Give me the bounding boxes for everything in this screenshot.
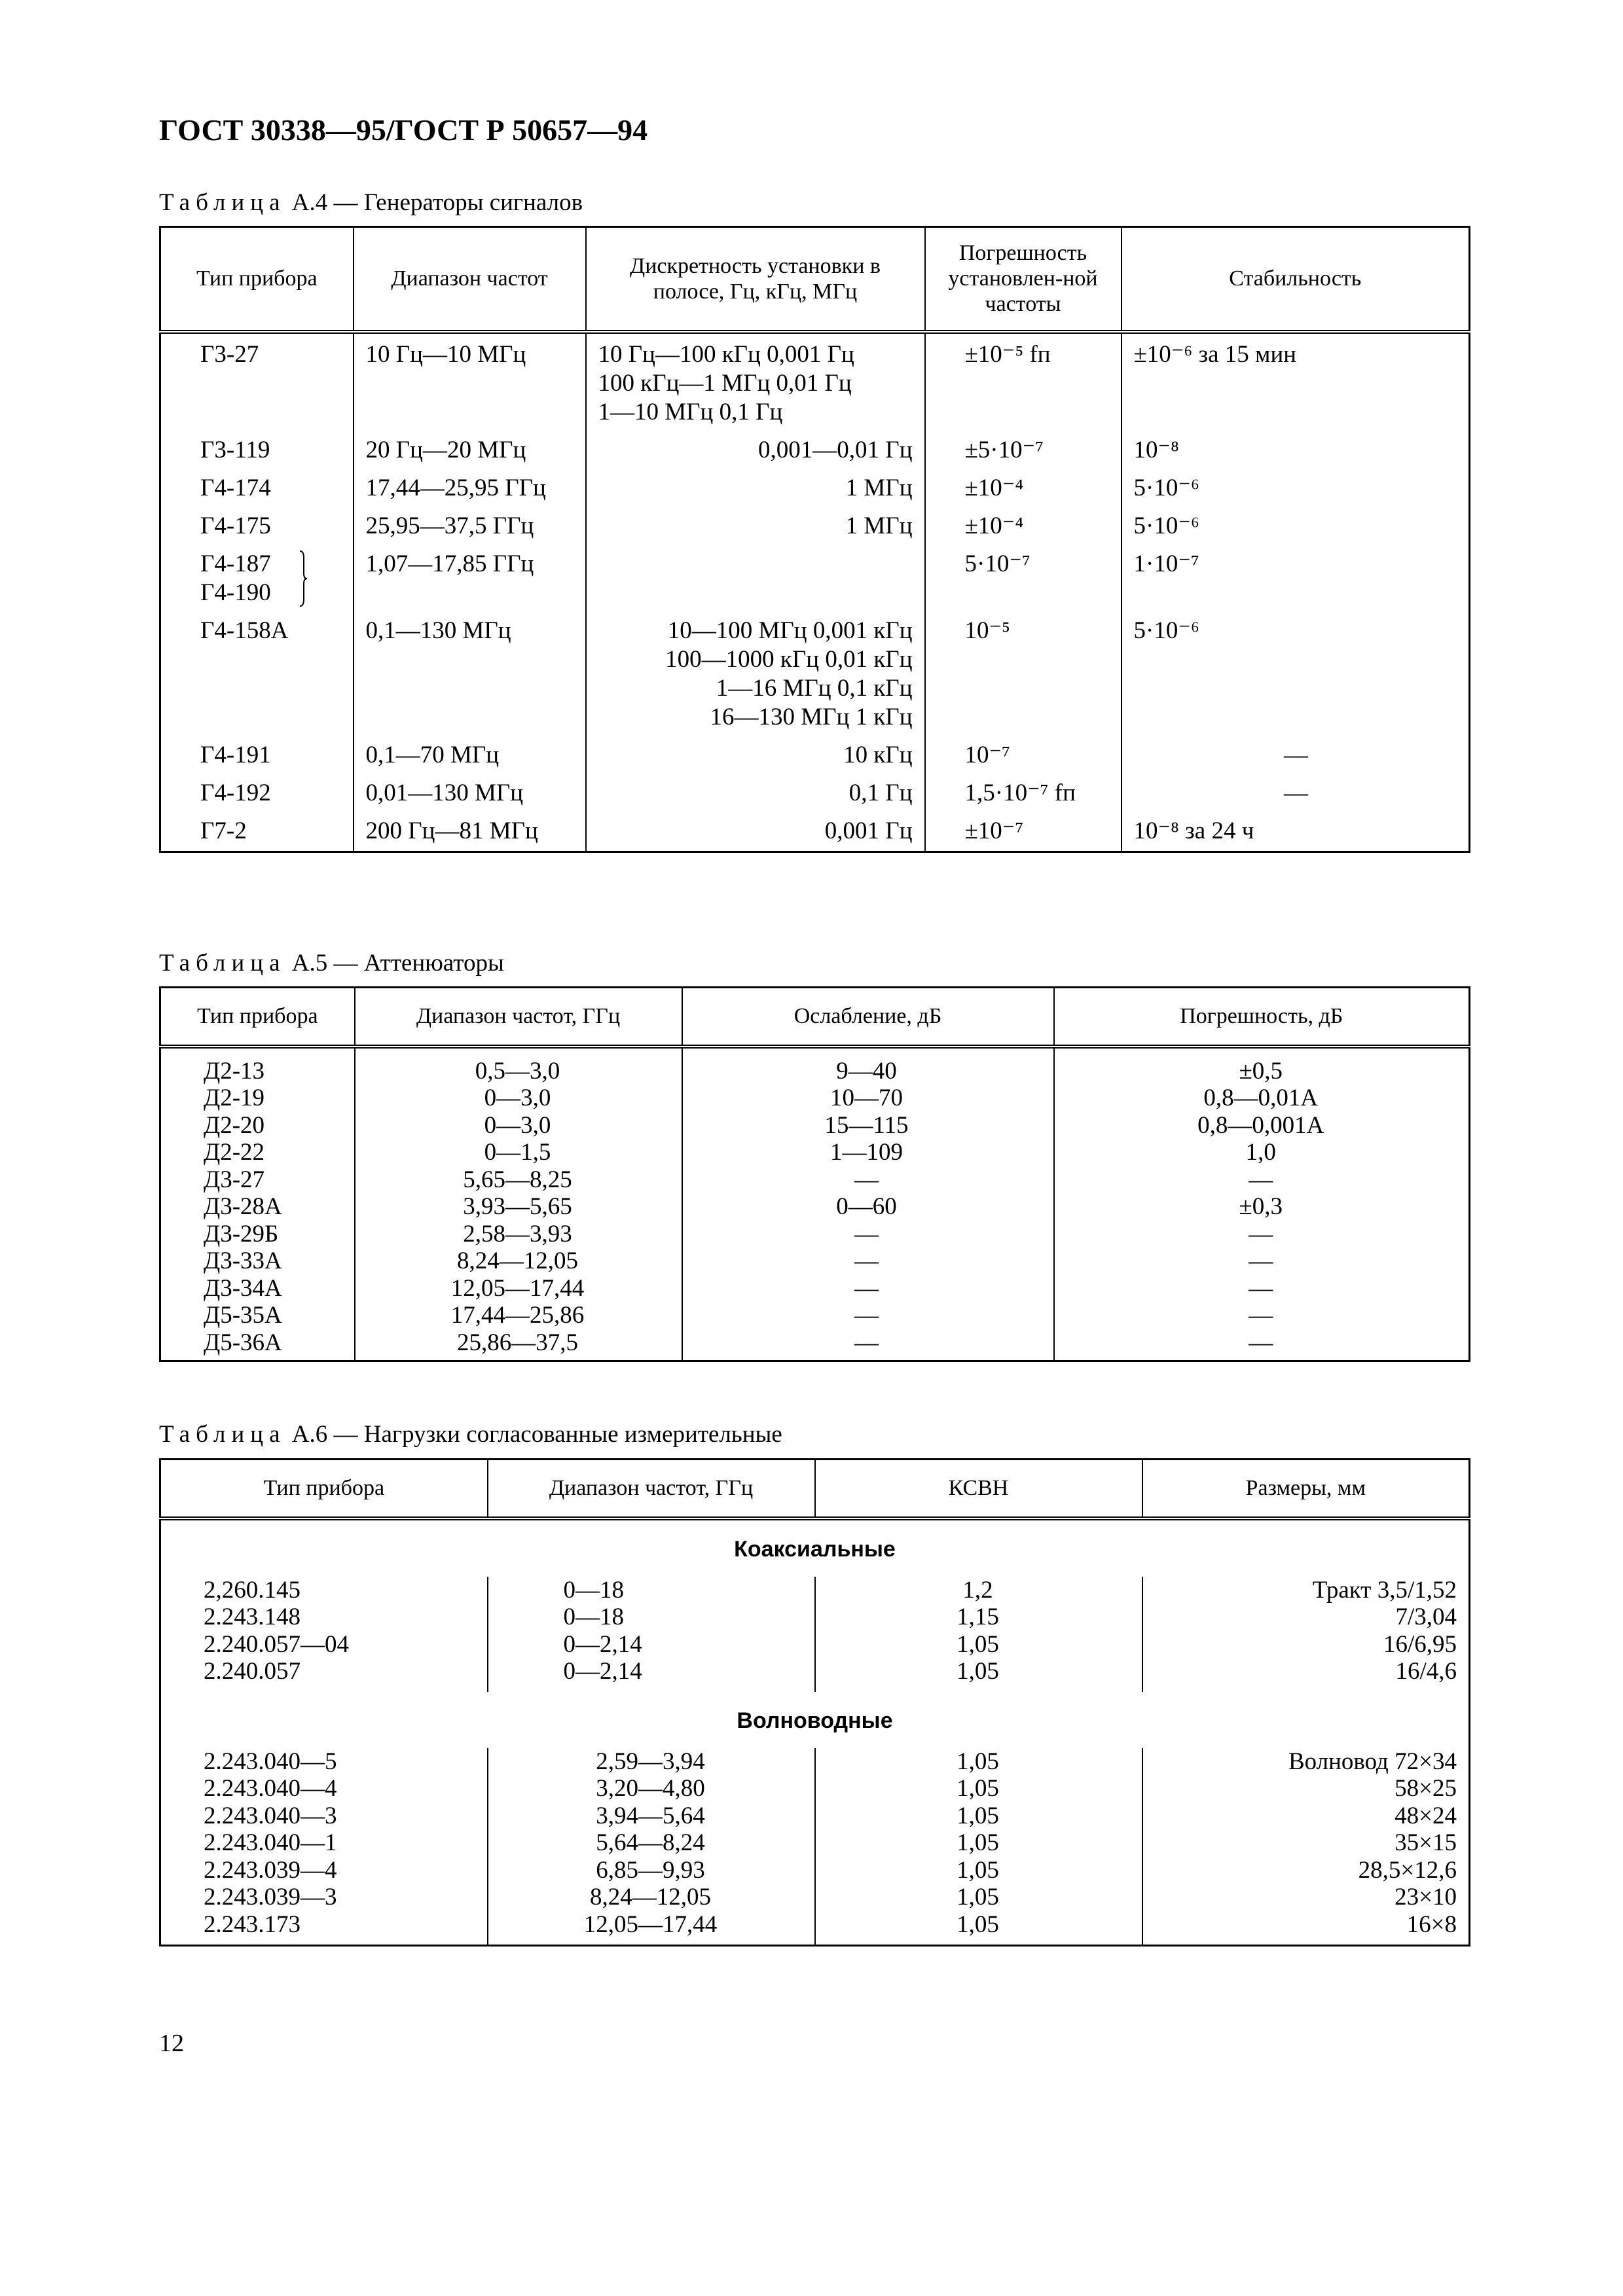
frequency-range-cell: 17,44—25,95 ГГц — [354, 465, 586, 503]
frequency-range-cell: 200 Гц—81 МГц — [354, 808, 586, 852]
device-type-cell — [160, 607, 354, 732]
table-row — [160, 465, 1470, 503]
stability-cell: 1·10⁻⁷ — [1122, 541, 1470, 607]
device-type: Г3-27 — [200, 340, 259, 368]
error-cell: — — [1054, 1275, 1470, 1302]
table-header-row — [160, 227, 1470, 332]
frequency-range-cell: 10 Гц—10 МГц — [354, 332, 586, 427]
table-row — [160, 1193, 1470, 1221]
error-cell: ±10⁻⁴ — [925, 465, 1122, 503]
vswr-cell: 1,05 — [815, 1884, 1142, 1911]
stability-cell: 10⁻⁸ за 24 ч — [1122, 808, 1470, 852]
device-type-cell: Д2-22 — [160, 1139, 355, 1166]
frequency-range-cell: 0,1—70 МГц — [354, 732, 586, 770]
device-type-cell — [160, 465, 354, 503]
step-line: 1 МГц — [845, 474, 913, 501]
table-row — [160, 1884, 1470, 1911]
vswr-cell: 1,15 — [815, 1604, 1142, 1631]
error-cell: — — [1054, 1302, 1470, 1329]
header-cell: Диапазон частот — [354, 227, 586, 332]
device-type-cell: Д2-20 — [160, 1112, 355, 1139]
section-row — [160, 1518, 1470, 1577]
attenuation-cell: 10—70 — [682, 1085, 1054, 1112]
caption-word: Таблица — [159, 950, 286, 977]
caption-word: Таблица — [159, 189, 286, 216]
device-type-cell: Д3-33А — [160, 1247, 355, 1275]
device-type-cell — [160, 503, 354, 541]
table-row — [160, 427, 1470, 465]
device-type-cell: 2.240.057 — [160, 1658, 488, 1692]
caption-text: А.5 — Аттенюаторы — [291, 950, 504, 977]
device-type-cell: 2.240.057—04 — [160, 1631, 488, 1659]
step-cell — [586, 427, 925, 465]
error-cell: ±0,5 — [1054, 1047, 1470, 1085]
header-cell: Тип прибора — [160, 227, 354, 332]
error-cell: 5·10⁻⁷ — [925, 541, 1122, 607]
table-a6-caption — [159, 1420, 782, 1448]
frequency-range-cell: 8,24—12,05 — [488, 1884, 815, 1911]
table-row — [160, 1631, 1470, 1659]
caption-text: А.6 — Нагрузки согласованные измерительные — [291, 1421, 782, 1448]
stability-cell: — — [1122, 770, 1470, 808]
table-row — [160, 1275, 1470, 1302]
frequency-range-cell: 0—18 — [488, 1577, 815, 1604]
table-row — [160, 1247, 1470, 1275]
step-line: 1—16 МГц 0,1 кГц — [716, 674, 913, 702]
table-row — [160, 1112, 1470, 1139]
error-cell: 1,5·10⁻⁷ fп — [925, 770, 1122, 808]
table-row — [160, 808, 1470, 852]
caption-word: Таблица — [159, 1421, 286, 1448]
step-cell — [586, 332, 925, 427]
header-cell: Диапазон частот, ГГц — [355, 988, 682, 1047]
table-row — [160, 770, 1470, 808]
section-row — [160, 1692, 1470, 1748]
step-cell — [586, 607, 925, 732]
vswr-cell: 1,05 — [815, 1911, 1142, 1946]
device-type-cell: Д3-28А — [160, 1193, 355, 1221]
error-cell: — — [1054, 1329, 1470, 1361]
error-cell: ±10⁻⁷ — [925, 808, 1122, 852]
device-type-cell: 2.243.039—3 — [160, 1884, 488, 1911]
frequency-range-cell: 25,95—37,5 ГГц — [354, 503, 586, 541]
frequency-range-cell: 17,44—25,86 — [355, 1302, 682, 1329]
device-type-cell — [160, 732, 354, 770]
dimensions-cell: 16×8 — [1142, 1911, 1470, 1946]
error-cell: — — [1054, 1221, 1470, 1248]
table-header-row — [160, 1460, 1470, 1518]
header-cell: Тип прибора — [160, 988, 355, 1047]
frequency-range-cell: 5,64—8,24 — [488, 1829, 815, 1857]
header-cell: Погрешность установлен-ной частоты — [925, 227, 1122, 332]
device-type-cell: 2.243.040—1 — [160, 1829, 488, 1857]
dimensions-cell: 23×10 — [1142, 1884, 1470, 1911]
error-cell: ±5·10⁻⁷ — [925, 427, 1122, 465]
step-line: 1 МГц — [845, 512, 913, 539]
table-a5-caption — [159, 949, 504, 977]
table-row — [160, 1775, 1470, 1803]
table-row — [160, 1604, 1470, 1631]
device-type: Г4-175 — [200, 512, 271, 539]
table-a5 — [159, 986, 1470, 1362]
frequency-range-cell: 20 Гц—20 МГц — [354, 427, 586, 465]
error-cell: 0,8—0,001А — [1054, 1112, 1470, 1139]
step-line: 16—130 МГц 1 кГц — [710, 703, 913, 730]
attenuation-cell: — — [682, 1166, 1054, 1194]
step-cell — [586, 541, 925, 607]
table-row — [160, 541, 1470, 607]
frequency-range-cell: 25,86—37,5 — [355, 1329, 682, 1361]
dimensions-cell: 7/3,04 — [1142, 1604, 1470, 1631]
table-row — [160, 503, 1470, 541]
dimensions-cell: 35×15 — [1142, 1829, 1470, 1857]
table-row — [160, 332, 1470, 427]
vswr-cell: 1,05 — [815, 1803, 1142, 1830]
frequency-range-cell: 6,85—9,93 — [488, 1857, 815, 1884]
device-type: Г4-187 — [200, 550, 271, 577]
stability-cell: 5·10⁻⁶ — [1122, 465, 1470, 503]
vswr-cell: 1,05 — [815, 1748, 1142, 1776]
dimensions-cell: 16/4,6 — [1142, 1658, 1470, 1692]
error-cell: ±0,3 — [1054, 1193, 1470, 1221]
dimensions-cell: Тракт 3,5/1,52 — [1142, 1577, 1470, 1604]
attenuation-cell: 9—40 — [682, 1047, 1054, 1085]
dimensions-cell: Волновод 72×34 — [1142, 1748, 1470, 1776]
frequency-range-cell: 0—3,0 — [355, 1112, 682, 1139]
step-cell — [586, 465, 925, 503]
step-cell — [586, 503, 925, 541]
error-cell: 10⁻⁵ — [925, 607, 1122, 732]
dimensions-cell: 58×25 — [1142, 1775, 1470, 1803]
device-type-cell: 2.243.040—4 — [160, 1775, 488, 1803]
error-cell: 10⁻⁷ — [925, 732, 1122, 770]
frequency-range-cell: 12,05—17,44 — [355, 1275, 682, 1302]
device-type-cell: 2.243.173 — [160, 1911, 488, 1946]
step-cell — [586, 770, 925, 808]
section-title: Волноводные — [737, 1708, 893, 1733]
error-cell: 0,8—0,01А — [1054, 1085, 1470, 1112]
vswr-cell: 1,2 — [815, 1577, 1142, 1604]
stability-cell: 10⁻⁸ — [1122, 427, 1470, 465]
table-row — [160, 1329, 1470, 1361]
device-type-cell: 2.243.040—3 — [160, 1803, 488, 1830]
table-a4-caption — [159, 188, 583, 217]
header-cell: Диапазон частот, ГГц — [488, 1460, 815, 1518]
table-header-row — [160, 988, 1470, 1047]
step-line: 100—1000 кГц 0,01 кГц — [665, 645, 913, 673]
frequency-range-cell: 8,24—12,05 — [355, 1247, 682, 1275]
attenuation-cell: — — [682, 1247, 1054, 1275]
vswr-cell: 1,05 — [815, 1829, 1142, 1857]
step-line: 100 кГц—1 МГц 0,01 Гц — [598, 369, 852, 397]
device-type: Г7-2 — [200, 817, 247, 844]
frequency-range-cell: 0—18 — [488, 1604, 815, 1631]
table-row — [160, 1047, 1470, 1085]
device-type-cell — [160, 427, 354, 465]
table-row — [160, 1829, 1470, 1857]
table-row — [160, 1302, 1470, 1329]
attenuation-cell: — — [682, 1329, 1054, 1361]
attenuation-cell: — — [682, 1275, 1054, 1302]
table-row — [160, 1803, 1470, 1830]
device-type-cell: Д2-19 — [160, 1085, 355, 1112]
device-type: Г4-191 — [200, 741, 271, 768]
frequency-range-cell: 0—3,0 — [355, 1085, 682, 1112]
device-type-cell: 2.243.148 — [160, 1604, 488, 1631]
device-type-cell: Д2-13 — [160, 1047, 355, 1085]
frequency-range-cell: 0,5—3,0 — [355, 1047, 682, 1085]
table-row — [160, 1139, 1470, 1166]
table-row — [160, 1166, 1470, 1194]
frequency-range-cell: 3,93—5,65 — [355, 1193, 682, 1221]
step-line: 0,001 Гц — [824, 817, 913, 844]
stability-cell: ±10⁻⁶ за 15 мин — [1122, 332, 1470, 427]
table-row — [160, 1857, 1470, 1884]
caption-text: А.4 — Генераторы сигналов — [291, 189, 583, 216]
table-row — [160, 1911, 1470, 1946]
device-type: Г3-119 — [200, 436, 270, 463]
frequency-range-cell: 0—1,5 — [355, 1139, 682, 1166]
step-cell — [586, 732, 925, 770]
error-cell: — — [1054, 1247, 1470, 1275]
error-cell: — — [1054, 1166, 1470, 1194]
device-type-cell: 2.243.040—5 — [160, 1748, 488, 1776]
table-row — [160, 1577, 1470, 1604]
vswr-cell: 1,05 — [815, 1857, 1142, 1884]
table-row — [160, 1748, 1470, 1776]
frequency-range-cell: 3,20—4,80 — [488, 1775, 815, 1803]
step-line: 0,001—0,01 Гц — [758, 436, 913, 463]
device-type-cell — [160, 770, 354, 808]
device-type-cell: 2,260.145 — [160, 1577, 488, 1604]
stability-cell: — — [1122, 732, 1470, 770]
frequency-range-cell: 0—2,14 — [488, 1658, 815, 1692]
device-type-cell — [160, 541, 354, 607]
attenuation-cell: 1—109 — [682, 1139, 1054, 1166]
vswr-cell: 1,05 — [815, 1775, 1142, 1803]
table-row — [160, 1658, 1470, 1692]
frequency-range-cell: 2,59—3,94 — [488, 1748, 815, 1776]
brace-icon — [299, 550, 308, 607]
frequency-range-cell: 0,01—130 МГц — [354, 770, 586, 808]
frequency-range-cell: 3,94—5,64 — [488, 1803, 815, 1830]
step-cell — [586, 808, 925, 852]
device-type: Г4-158А — [200, 617, 289, 644]
step-line: 10 кГц — [843, 741, 913, 768]
device-type-cell: Д3-27 — [160, 1166, 355, 1194]
device-type: Г4-190 — [200, 579, 271, 606]
table-row — [160, 607, 1470, 732]
step-line: 10—100 МГц 0,001 кГц — [667, 617, 913, 644]
stability-cell: 5·10⁻⁶ — [1122, 503, 1470, 541]
header-cell: Дискретность установки в полосе, Гц, кГц, МГц — [586, 227, 925, 332]
vswr-cell: 1,05 — [815, 1631, 1142, 1659]
device-type: Г4-192 — [200, 779, 271, 806]
header-cell: Тип прибора — [160, 1460, 488, 1518]
dimensions-cell: 48×24 — [1142, 1803, 1470, 1830]
frequency-range-cell: 0—2,14 — [488, 1631, 815, 1659]
step-line: 1—10 МГц 0,1 Гц — [598, 398, 783, 425]
step-line: 0,1 Гц — [848, 779, 913, 806]
table-row — [160, 732, 1470, 770]
attenuation-cell: 0—60 — [682, 1193, 1054, 1221]
frequency-range-cell: 5,65—8,25 — [355, 1166, 682, 1194]
attenuation-cell: — — [682, 1221, 1054, 1248]
device-type-cell: Д3-29Б — [160, 1221, 355, 1248]
page-number: 12 — [159, 2030, 184, 2057]
table-a4 — [159, 226, 1470, 853]
attenuation-cell: — — [682, 1302, 1054, 1329]
stability-cell: 5·10⁻⁶ — [1122, 607, 1470, 732]
table-a6 — [159, 1458, 1470, 1946]
table-row — [160, 1221, 1470, 1248]
frequency-range-cell: 2,58—3,93 — [355, 1221, 682, 1248]
device-type-cell: 2.243.039—4 — [160, 1857, 488, 1884]
device-type-cell — [160, 808, 354, 852]
error-cell: ±10⁻⁵ fп — [925, 332, 1122, 427]
frequency-range-cell: 0,1—130 МГц — [354, 607, 586, 732]
vswr-cell: 1,05 — [815, 1658, 1142, 1692]
section-title: Коаксиальные — [734, 1536, 896, 1562]
header-cell: Погрешность, дБ — [1054, 988, 1470, 1047]
header-cell: Размеры, мм — [1142, 1460, 1470, 1518]
device-type-cell: Д5-35А — [160, 1302, 355, 1329]
dimensions-cell: 16/6,95 — [1142, 1631, 1470, 1659]
frequency-range-cell: 1,07—17,85 ГГц — [354, 541, 586, 607]
header-cell: КСВН — [815, 1460, 1142, 1518]
error-cell: ±10⁻⁴ — [925, 503, 1122, 541]
document-title: ГОСТ 30338—95/ГОСТ Р 50657—94 — [159, 113, 648, 147]
frequency-range-cell: 12,05—17,44 — [488, 1911, 815, 1946]
step-line: 10 Гц—100 кГц 0,001 Гц — [598, 340, 854, 368]
header-cell: Ослабление, дБ — [682, 988, 1054, 1047]
attenuation-cell: 15—115 — [682, 1112, 1054, 1139]
table-row — [160, 1085, 1470, 1112]
device-type-cell — [160, 332, 354, 427]
device-type-cell: Д3-34А — [160, 1275, 355, 1302]
dimensions-cell: 28,5×12,6 — [1142, 1857, 1470, 1884]
header-cell: Стабильность — [1122, 227, 1470, 332]
error-cell: 1,0 — [1054, 1139, 1470, 1166]
device-type: Г4-174 — [200, 474, 271, 501]
device-type-cell: Д5-36А — [160, 1329, 355, 1361]
